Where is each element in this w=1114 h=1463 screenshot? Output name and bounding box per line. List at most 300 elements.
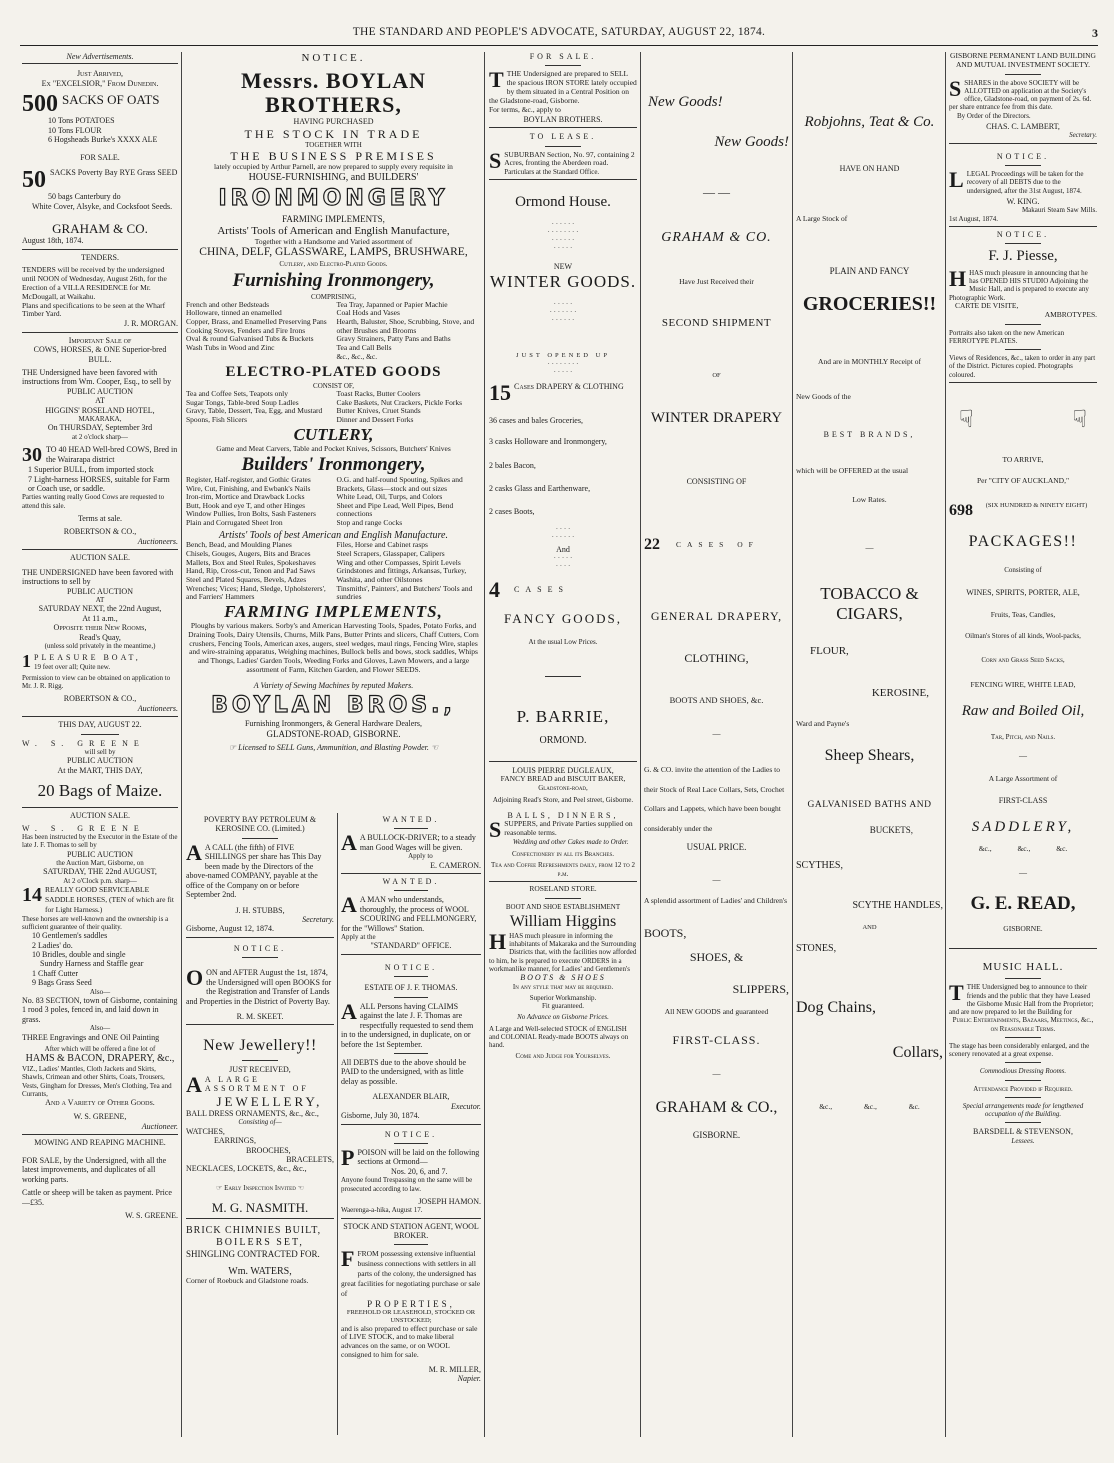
text: THE BUSINESS PREMISES <box>230 149 437 164</box>
signature: ROBERTSON & CO., <box>63 527 137 537</box>
headline: GRAHAM & CO., <box>655 1098 778 1116</box>
text: A Large Assortment of <box>988 773 1058 783</box>
headline: GROCERIES!! <box>802 292 937 315</box>
text: August 18th, 1874. <box>22 236 84 246</box>
text: EARRINGS, <box>214 1136 257 1146</box>
list: Tea Tray, Japanned or Papier Machie Coal Hods and Vases Hearth, Baluster, Shoe, Scrubbing, Stove, and other Brushes and Brooms Gravy Strainers, Patty Pans and Baths Tea and Call Bells &c., &c., &c. <box>336 299 475 361</box>
headline: F. J. Piesse, <box>988 248 1058 265</box>
signature: ALEXANDER BLAIR, <box>372 1092 450 1102</box>
text: PROPERTIES, <box>367 1298 455 1309</box>
headline: Collars, <box>892 1043 943 1061</box>
number: 500 <box>22 92 58 117</box>
text: BALLS, DINNERS, <box>507 810 619 820</box>
text: Permission to view can be obtained on application to Mr. J. R. Rigg. <box>22 673 171 691</box>
text: LEGAL Proceedings will be taken for the recovery of all DEBTS due to the undersigned, after the 31st August, 1874. <box>966 170 1084 195</box>
text: Just Arrived, <box>76 69 124 79</box>
headline: William Higgins <box>509 912 617 930</box>
heading: MUSIC HALL. <box>982 961 1064 974</box>
text: SACKS Poverty Bay RYE Grass SEED <box>50 168 178 178</box>
text: TO ARRIVE, <box>1002 455 1044 465</box>
text: GISBORNE. <box>1003 924 1043 934</box>
text: Auctioneers. <box>137 536 178 546</box>
text: FANCY BREAD and BISCUIT BAKER, <box>500 774 626 784</box>
text: G. & CO. invite the attention of the Ladies to their Stock of Real Lace Collars, Sets, Crochet Collars and Lappets, which have been bought considerably under the <box>644 765 785 833</box>
text: SACKS OF OATS <box>62 92 160 108</box>
list: Files, Horse and Cabinet rasps Steel Scrapers, Glasspaper, Calipers Wing and other Compasses, Spirit Levels Grindstones and fittings, Arkansas, Turkey, Washita, and other Oilstones Tinsmiths', Painters', and Butchers' Tools and sundries <box>336 540 473 602</box>
number: 698 <box>949 501 973 519</box>
heading: FOR SALE. <box>80 152 120 162</box>
text: THREE Engravings and ONE Oil Painting <box>22 1032 160 1042</box>
text: Has been instructed by the Executor in the Estate of the late J. F. Thomas to sell by <box>22 833 178 850</box>
heading: AUCTION SALE. <box>70 553 130 563</box>
text: ROSELAND STORE. <box>529 883 597 893</box>
text: LOUIS PIERRE DUGLEAUX, <box>512 765 614 775</box>
text: Licensed to SELL Guns, Ammunition, and Blasting Powder. <box>238 743 429 753</box>
text: 36 cases and bales Groceries, <box>489 415 583 425</box>
text: AT <box>95 595 105 604</box>
heading: THIS DAY, AUGUST 22. <box>58 720 142 730</box>
heading: MOWING AND REAPING MACHINE. <box>34 1138 166 1148</box>
column-2a: POVERTY BAY PETROLEUM & KEROSINE CO. (Limited.) A A CALL (the fifth) of FIVE SHILLINGS per share has This Day been made by the Directors of the above-named COMPANY, payable at the office of the Company on or before September 2nd. J. H. STUBBS, Secretary. Gisborne, August 12, 1874. NOTICE. OON and AFTER August the 1st, 1874, the Undersigned will open BOOKS for the Registration and Transfer of Lands and Properties in the District of Poverty Bay. R. M. SKEET. New Jewellery!! JUST RECEIVED, A A LARGE ASSORTMENT OF JEWELLERY, BALL DRESS ORNAMENTS, &c., &c., Consisting of— WATCHES, EARRINGS, BROOCHES, BRACELETS, NECKLACES, LOCKETS, &c., &c., ☞ Early Inspection Invited ☜ M. G. NASMITH. BRICK CHIMNIES BUILT, BOILERS SET, SHINGLING CONTRACTED FOR. Wm. WATERS, Corner of Roebuck and Gladstone roads. <box>186 815 334 1286</box>
text: SUBURBAN Section, No. 97, containing 2 Acres, fronting the Aberdeen road. <box>504 149 635 168</box>
text: Come and Judge for Yourselves. <box>515 1052 611 1061</box>
text: Particulars at the Standard Office. <box>504 168 600 177</box>
text: Per "CITY OF AUCKLAND," <box>976 475 1070 485</box>
text: COMPRISING, <box>311 292 356 301</box>
text: A Variety of Sewing Machines by reputed Makers. <box>253 680 414 690</box>
text: Low Rates. <box>852 495 887 505</box>
text: W. S. GREENE <box>22 823 145 833</box>
column-rule <box>337 813 338 1435</box>
text: All NEW GOODS and guaranteed <box>664 1007 769 1017</box>
text: 1st August, 1874. <box>949 214 999 223</box>
text: (unless sold privately in the meantime,) <box>44 641 156 650</box>
text: A LARGE ASSORTMENT OF <box>204 1074 309 1094</box>
text: Secretary. <box>302 914 334 924</box>
text: Game and Meat Carvers, Table and Pocket Knives, Scissors, Butchers' Knives <box>216 443 451 453</box>
text: Sundry Harness and Staffle gear <box>40 959 144 969</box>
text: the Auction Mart, Gisborne, on <box>56 859 144 868</box>
text: SHOES, & <box>689 950 744 965</box>
text: CONSISTING OF <box>686 477 747 487</box>
number: 50 <box>22 168 46 193</box>
text: Special arrangements made for lengthened occupation of the Building. <box>962 1101 1084 1119</box>
text: Attendance Provided if Required. <box>973 1084 1073 1093</box>
text: SATURDAY, THE 22nd AUGUST, <box>43 867 157 877</box>
text: JUST OPENED UP <box>516 351 610 359</box>
text: The stage has been considerably enlarged, and the scenery renovated at a great expense. <box>949 1041 1090 1059</box>
signature: W. KING. <box>1006 196 1040 206</box>
text: BALL DRESS ORNAMENTS, &c., &c., <box>186 1108 319 1118</box>
headline: P. BARRIE, <box>516 707 610 727</box>
text: Parties wanting really Good Cows are requested to attend this sale. <box>22 493 165 510</box>
text: By Order of the Directors. <box>957 111 1031 120</box>
headline: IRONMONGERY <box>218 185 449 211</box>
headline: New Jewellery!! <box>203 1037 317 1055</box>
text: SHARES in the above SOCIETY will be ALLOTTED on application at the Society's office, Gladstone-road, on payment of 2s. 6d. per share entrance fee from this date. <box>949 78 1092 112</box>
signature: W. S. GREENE, <box>73 1112 127 1122</box>
text: Important Sale of <box>68 335 132 345</box>
text: Nos. 20, 6, and 7. <box>391 1166 448 1176</box>
text: SECOND SHIPMENT <box>661 316 772 329</box>
text: PUBLIC AUCTION <box>66 756 133 766</box>
text: After which will be offered a fine lot of <box>44 1044 156 1053</box>
text: which will be OFFERED at the usual <box>796 466 909 476</box>
heading: WANTED. <box>382 815 440 824</box>
text: W. S. GREENE <box>22 738 145 748</box>
text: A Large and Well-selected STOCK of ENGLISH and COLONIAL Ready-made BOOTS always on hand. <box>489 1024 629 1050</box>
text: At the MART, THIS DAY, <box>57 765 143 775</box>
text: 50 bags Canterbury do <box>48 192 121 202</box>
text: A MAN who understands, thoroughly, the process of WOOL SCOURING and FELLMONGERY, for the "Willows" Station. <box>341 895 477 933</box>
text: &c., &c., &c. <box>978 843 1068 853</box>
headline: Sheep Shears, <box>824 747 915 765</box>
number: 14 <box>22 885 42 907</box>
text: SHINGLING CONTRACTED FOR. <box>186 1249 320 1259</box>
text: TENDERS will be received by the undersigned until NOON of Wednesday, August 26th, for the Erection of a VILLA RESIDENCE for Mr. McDougall, at Waikahu. <box>22 265 167 301</box>
signature: CHAS. C. LAMBERT, <box>986 121 1060 131</box>
number: 4 <box>489 578 500 601</box>
text: Opposite their New Rooms, <box>53 623 147 633</box>
text: 10 Gentlemen's saddles <box>32 931 108 941</box>
text: Secretary. <box>1069 131 1097 140</box>
signature: W. S. GREENE. <box>125 1210 178 1220</box>
early-line: ☞ Early Inspection Invited ☜ <box>216 1183 304 1192</box>
masthead-title: THE STANDARD AND PEOPLE'S ADVOCATE, SATURDAY, AUGUST 22, 1874. <box>352 26 766 38</box>
text: SATURDAY NEXT, the 22nd August, <box>38 604 162 614</box>
text: Fruits, Teas, Candles, <box>990 610 1056 620</box>
text: Plans and specifications to be seen at the Wharf Timber Yard. <box>22 300 166 319</box>
column-1: New Advertisements. Just Arrived, Ex "EXCELSIOR," From Dunedin. 500 SACKS OF OATS 10 Tons POTATOES 10 Tons FLOUR 6 Hogsheads Burke's XXXX ALE FOR SALE. 50 SACKS Poverty Bay RYE Grass SEED 50 bags Canterbury do White Cover, Alsyke, and Cocksfoot Seeds. GRAHAM & CO. August 18th, 1874. TENDERS. TENDERS will be received by the undersigned until NOON of Wednesday, August 26th, for the Erection of a VILLA RESIDENCE for Mr. McDougall, at Waikahu. Plans and specifications to be seen at the Wharf Timber Yard. J. R. MORGAN. Important Sale of COWS, HORSES, & ONE Superior-bred BULL. THE Undersigned have been favored with instructions from Wm. Cooper, Esq., to sell by PUBLIC AUCTION AT HIGGINS' ROSELAND HOTEL, MAKARAKA, On THURSDAY, September 3rd at 2 o'clock sharp— 30 TO 40 HEAD Well-bred COWS, Bred in the Wairarapa district 1 Superior BULL, from imported stock 7 Light-harness HORSES, suitable for Farm or Coach use, or saddle. Parties wanting really Good Cows are requested to attend this sale. Terms at sale. ROBERTSON & CO., Auctioneers. AUCTION SALE. THE UNDERSIGNED have been favored with instructions to sell by PUBLIC AUCTION AT SATURDAY NEXT, the 22nd August, At 11 a.m., Opposite their New Rooms, Read's Quay, (unless sold privately in the meantime,) 1 PLEASURE BOAT, 19 feet over all; Quite new. Permission to view can be obtained on application to Mr. J. R. Rigg. ROBERTSON & CO., Auctioneers. THIS DAY, AUGUST 22. W. S. GREENE will sell by PUBLIC AUCTION At the MART, THIS DAY, 20 Bags of Maize. AUCTION SALE. W. S. GREENE Has been instructed by the Executor in the Estate of the late J. F. Thomas to sell by PUBLIC AUCTION the Auction Mart, Gisborne, on SATURDAY, THE 22nd AUGUST, At 2 o'Clock p.m. sharp— 14 REALLY GOOD SERVICEABLE SADDLE HORSES, (TEN of which are fit for Light Harness.) These horses are well-known and the ownership is a sufficient guarantee of their quality. 10 Gentlemen's saddles 2 Ladies' do. 10 Bridles, double and single Sundry Harness and Staffle gear 1 Chaff Cutter 9 Bags Grass Seed Also— No. 83 SECTION, town of Gisborne, containing 1 rood 3 poles, fenced in, and laid down in grass. Also— THREE Engravings and ONE Oil Painting After which will be offered a fine lot of HAMS & BACON, DRAPERY, &c., VIZ., Ladies' Mantles, Cloth Jackets and Skirts, Shawls, Crimean and other Shirts, Coats, Trousers, Vests, Gingham for Dresses, Men's Clothing, Tea and Currants, And a Variety of Other Goods. W. S. GREENE, Auctioneer. MOWING AND REAPING MACHINE. FOR SALE, by the Undersigned, with all the latest improvements, and duplicates of all working parts. Cattle or sheep will be taken as payment. Price—£35. W. S. GREENE. <box>22 52 178 1220</box>
signature: E. CAMERON. <box>430 860 481 870</box>
text: USUAL PRICE. <box>686 842 747 853</box>
text: THE Undersigned are prepared to SELL the spacious IRON STORE lately occupied by them situated in a Central Position on the Gladstone-road, Gisborne. <box>489 69 637 105</box>
text: Oilman's Stores of all kinds, Wool-packs, <box>965 632 1081 641</box>
signature: JOSEPH HAMON. <box>418 1196 481 1206</box>
text: NECKLACES, LOCKETS, &c., &c., <box>186 1164 307 1174</box>
text: Cases DRAPERY & CLOTHING <box>514 381 624 391</box>
heading: NOTICE. <box>301 52 366 64</box>
text: THE Undersigned have been favored with instructions from Wm. Cooper, Esq., to sell by <box>22 367 172 387</box>
text: Consisting of <box>1004 565 1042 574</box>
text: STONES, <box>796 943 837 955</box>
text: CASES OF <box>676 539 759 549</box>
headline: Robjohns, Teat & Co. <box>804 114 935 130</box>
text: 2 bales Bacon, <box>489 460 536 470</box>
signature: J. R. MORGAN. <box>123 319 178 329</box>
text: JUST RECEIVED, <box>229 1065 291 1075</box>
text: HAS much pleasure in informing the inhabitants of Makaraka and the Surrounding Districts that, with the facilities now afforded to him, he is prepared to execute ORDERS in a workmanlike manner, for Ladies' and Gentlemen's <box>489 931 637 973</box>
signature: J. H. STUBBS, <box>235 905 285 915</box>
masthead <box>20 26 1098 46</box>
column-5: New Goods! New Goods! — — GRAHAM & CO. Have Just Received their SECOND SHIPMENT OF WINTER DRAPERY CONSISTING OF 22 CASES OF GENERAL DRAPERY, CLOTHING, BOOTS AND SHOES, &c. — G. & CO. invite the attention of the Ladies to their Stock of Real Lace Collars, Sets, Crochet Collars and Lappets, which have been bought considerably under the USUAL PRICE. — A splendid assortment of Ladies' and Children's BOOTS, SHOES, & SLIPPERS, All NEW GOODS and guaranteed FIRST-CLASS. — GRAHAM & CO., GISBORNE. <box>644 94 789 1140</box>
text: AT <box>95 396 105 406</box>
text: 2 casks Glass and Earthenware, <box>489 484 591 494</box>
headline: Dog Chains, <box>796 999 876 1017</box>
text: VIZ., Ladies' Mantles, Cloth Jackets and Skirts, Shawls, Crimean and other Shirts, Coats, Trousers, Vests, Gingham for Dresses, Men's Clothing, Tea and Currants, <box>22 1065 172 1098</box>
heading: GISBORNE PERMANENT LAND BUILDING AND MUTUAL INVESTMENT SOCIETY. <box>950 52 1096 69</box>
number: 22 <box>644 536 660 553</box>
text: BOOT AND SHOE ESTABLISHMENT <box>505 902 621 911</box>
headline: WINTER GOODS. <box>489 271 637 291</box>
text: Auctioneers. <box>137 703 178 713</box>
text: FOR SALE, by the Undersigned, with all the latest improvements, and duplicates of all working parts. <box>22 1155 167 1184</box>
text: lately occupied by Arthur Parnell, are now prepared to supply every requisite in <box>214 162 453 172</box>
signature: BOYLAN BROTHERS. <box>523 114 603 124</box>
list: O.G. and half-round Spouting, Spikes and Brackets, Glass—stock and out sizes White Lead, Oil, Turps, and Colors Sheet and Pipe Lead, Well Pipes, Bend connections Stop and range Cocks <box>336 474 463 528</box>
text: White Cover, Alsyke, and Cocksfoot Seeds. <box>32 201 173 211</box>
text: PUBLIC AUCTION <box>66 386 133 396</box>
text: At 2 o'Clock p.m. sharp— <box>63 876 137 885</box>
pointing-hand-icon: ☟ <box>959 406 974 433</box>
text: Artists' Tools of American and English Manufacture, <box>217 224 450 237</box>
text: 3 casks Holloware and Ironmongery, <box>489 437 607 447</box>
number: 30 <box>22 445 42 466</box>
text: 19 feet over all; Quite new. <box>34 662 111 671</box>
text: Apply at the <box>341 933 376 942</box>
list: French and other Bedsteads Holloware, tinned an enamelled Copper, Brass, and Enamelled Preserving Pans Cooking Stoves, Fenders and Fire Irons Oval & round Galvanised Tubs & Buckets Wash Tubs in Wood and Zinc <box>186 299 327 352</box>
text: Apply to <box>408 852 433 861</box>
text: 10 Tons POTATOES <box>48 116 115 126</box>
signature: Wm. WATERS, <box>228 1265 292 1277</box>
heading: WANTED. <box>382 877 440 886</box>
text: TO 40 HEAD Well-bred COWS, Bred in the Wairarapa district <box>46 445 178 464</box>
text: Have Just Received their <box>679 277 754 287</box>
text: THE STOCK IN TRADE <box>244 126 423 141</box>
heading: NOTICE. <box>996 229 1050 239</box>
text: 10 Tons FLOUR <box>48 125 102 135</box>
signature: M. R. MILLER, <box>428 1364 481 1374</box>
text: Gisborne, July 30, 1874. <box>341 1111 420 1121</box>
text: Furnishing Ironmongers, & General Hardware Dealers, <box>244 719 423 729</box>
headline: WINTER DRAPERY <box>650 409 783 426</box>
text: CASES <box>514 584 569 594</box>
text: Auctioneer. <box>141 1121 178 1131</box>
text: No. 83 SECTION, town of Gisborne, containing 1 rood 3 poles, fenced in, and laid down in grass. <box>22 995 178 1024</box>
headline: BOYLAN BROS., <box>211 693 456 719</box>
list: Register, Half-register, and Gothic Grates Wire, Cut, Finishing, and Ewbank's Nails Iron-rim, Mortice and Drawback Locks Butt, Hook and eye T, and other Hinges Window Pullies, Iron Bolts, Sash Fasteners Plain and Corrugated Sheet Iron <box>186 474 316 528</box>
text: These horses are well-known and the ownership is a sufficient guarantee of their quality. <box>22 914 169 931</box>
list: Bench, Bead, and Moulding Planes Chisels, Gouges, Augers, Bits and Braces Mallets, Box and Steel Rules, Spokeshaves Hand, Rip, Cross-cut, Tenon and Pad Saws Steel and Plated Squares, Bevels, Adzes Wrenches; Vices; Hand, Sledge, Upholsterers', and Farriers' Hammers <box>186 540 326 602</box>
licensed-line: ☞ Licensed to SELL Guns, Ammunition, and Blasting Powder. ☜ <box>228 743 439 753</box>
text: Also— <box>89 1024 111 1033</box>
headline: TOBACCO & CIGARS, <box>820 584 919 624</box>
text: At 11 a.m., <box>82 613 118 623</box>
text: &c., &c., &c. <box>819 1101 920 1111</box>
text: THE UNDERSIGNED have been favored with instructions to sell by <box>22 567 174 587</box>
text: SUPPERS, and Private Parties supplied on reasonable terms. <box>504 819 633 838</box>
pointing-hands <box>949 386 1097 434</box>
column-3: WANTED. A A BULLOCK-DRIVER; to a steady man Good Wages will be given. Apply to E. CAMERON. WANTED. A A MAN who understands, thoroughly, the process of WOOL SCOURING and FELLMONGERY, for the "Willows" Station. Apply at the "STANDARD" OFFICE. NOTICE. ESTATE OF J. F. THOMAS. AALL Persons having CLAIMS against the late J. F. Thomas are respectfully requested to send them in to the undersigned, in duplicate, on or before the 1st September. All DEBTS due to the above should be PAID to the undersigned, with as little delay as possible. ALEXANDER BLAIR, Executor. Gisborne, July 30, 1874. NOTICE. PPOISON will be laid on the following sections at Ormond— Nos. 20, 6, and 7. Anyone found Trespassing on the same will be prosecuted according to law. JOSEPH HAMON. Waerenga-a-hika, August 17. STOCK AND STATION AGENT, WOOL BROKER. FFROM possessing extensive influential business connections with settlers in all parts of the colony, the undersigned has great facilities for negotiating purchase or sale of PROPERTIES, FREEHOLD OR LEASEHOLD, STOCKED OR UNSTOCKED; and is also prepared to effect purchase or sale of LIVE STOCK, and to make liberal advances on the same, or on WOOL consigned to him for sale. M. R. MILLER, Napier. <box>341 815 481 1384</box>
text: REALLY GOOD SERVICEABLE SADDLE HORSES, (TEN of which are fit for Light Harness.) <box>45 885 174 914</box>
headline: Messrs. BOYLAN BROTHERS, <box>240 67 427 118</box>
text: Gisborne, August 12, 1874. <box>186 924 274 934</box>
text: 1 Superior BULL, from imported stock <box>28 465 154 475</box>
heading: NOTICE. <box>384 962 438 972</box>
text: BRACELETS, <box>286 1154 334 1164</box>
text: THE Undersigned beg to announce to their friends and the public that they have Leased the Gisborne Music Hall from the Proprietor; and are now prepared to let the Building for <box>949 983 1094 1017</box>
column-rule <box>792 52 793 1437</box>
headline: ELECTRO-PLATED GOODS <box>225 364 442 381</box>
text: And <box>556 545 570 554</box>
text: A Large Stock of <box>796 214 848 224</box>
text: A splendid assortment of Ladies' and Children's <box>644 896 788 906</box>
text: A BULLOCK-DRIVER; to a steady man Good Wages will be given. <box>359 833 476 852</box>
headline: New Goods! <box>648 94 723 110</box>
text: POISON will be laid on the following sections at Ormond— <box>357 1148 480 1167</box>
heading: FOR SALE. <box>529 52 597 61</box>
heading: TO LEASE. <box>529 132 597 142</box>
text: Lessees. <box>1011 1136 1035 1145</box>
text: Cutlery, and Electro-Plated Goods. <box>279 259 388 268</box>
text: Read's Quay, <box>79 632 121 642</box>
text: HAVING PURCHASED <box>293 117 374 127</box>
text: Confectionery in all its Branches. <box>512 850 614 859</box>
heading: NOTICE. <box>384 1129 438 1139</box>
text: GLADSTONE-ROAD, GISBORNE. <box>266 728 401 739</box>
heading: TENDERS. <box>81 252 119 262</box>
column-6: Robjohns, Teat & Co. HAVE ON HAND A Large Stock of PLAIN AND FANCY GROCERIES!! And are in MONTHLY Receipt of New Goods of the BEST BRANDS, which will be OFFERED at the usual Low Rates. — TOBACCO & CIGARS, FLOUR, KEROSINE, Ward and Payne's Sheep Shears, GALVANISED BATHS AND BUCKETS, SCYTHES, SCYTHE HANDLES, AND STONES, Dog Chains, Collars, &c., &c., &c. <box>796 114 943 1111</box>
text: and is also prepared to effect purchase or sale of LIVE STOCK, and to make liberal advances on the same, or on WOOL consigned to him for sale. <box>341 1323 478 1360</box>
new-ads-heading: New Advertisements. <box>22 52 178 64</box>
text: AMBROTYPES. <box>1044 309 1097 319</box>
text: Also— <box>89 987 111 996</box>
heading: AUCTION SALE. <box>70 811 130 821</box>
text: JEWELLERY, <box>216 1093 323 1109</box>
text: ORMOND. <box>539 735 587 747</box>
column-rule <box>945 52 946 1437</box>
headline: SADDLERY, <box>971 819 1075 836</box>
text: ALL Persons having CLAIMS against the late J. F. Thomas are respectfully requested to send them in to the undersigned, in duplicate, on or before the 1st September. <box>341 1001 474 1049</box>
text: Together with a Handsome and Varied assortment of <box>254 236 413 246</box>
text: Terms at sale. <box>77 513 123 523</box>
headline: Ormond House. <box>515 194 611 211</box>
text: 2 cases Boots, <box>489 507 535 517</box>
text: SLIPPERS, <box>732 982 789 997</box>
text: 9 Bags Grass Seed <box>32 978 92 988</box>
text: CARTE DE VISITE, <box>955 300 1019 310</box>
text: Portraits also taken on the new American FERROTYPE PLATES. <box>949 328 1065 345</box>
text: Artists' Tools of best American and English Manufacture. <box>219 529 448 541</box>
text: Commodious Dressing Rooms. <box>979 1067 1067 1076</box>
heading: STOCK AND STATION AGENT, WOOL BROKER. <box>343 1221 479 1240</box>
text: ON and AFTER August the 1st, 1874, the Undersigned will open BOOKS for the Registration and Transfer of Lands and Properties in the District of Poverty Bay. <box>186 968 332 1006</box>
text: At the usual Low Prices. <box>528 637 598 646</box>
text: CONSIST OF, <box>313 381 354 390</box>
text: HIGGINS' ROSELAND HOTEL, <box>45 405 155 415</box>
headline: 20 Bags of Maize. <box>37 781 163 801</box>
text: FANCY GOODS, <box>504 610 622 626</box>
signature: R. M. SKEET. <box>236 1012 284 1021</box>
column-rule <box>181 52 182 1437</box>
headline: Builders' Ironmongery, <box>241 453 426 475</box>
text: HAMS & BACON, DRAPERY, &c., <box>25 1053 175 1065</box>
text: HAS much pleasure in announcing that he has OPENED HIS STUDIO Adjoining the Music Hall, and is prepared to execute any Photographic Work. <box>949 268 1089 302</box>
text: No Advance on Gisborne Prices. <box>517 1013 609 1022</box>
text: Corn and Grass Seed Sacks, <box>981 656 1065 665</box>
text: A CALL (the fifth) of FIVE SHILLINGS per share has This Day been made by the Directors of the above-named COMPANY, payable at the office of the Company on or before September 2nd. <box>186 842 322 900</box>
text: On THURSDAY, September 3rd <box>47 423 153 433</box>
text: 10 Bridles, double and single <box>32 949 126 959</box>
text: 7 Light-harness HORSES, suitable for Farm or Coach use, or saddle. <box>28 474 170 493</box>
text: WINES, SPIRITS, PORTER, ALE, <box>966 587 1080 597</box>
text: Ex "EXCELSIOR," From Dunedin. <box>41 78 159 88</box>
text: CLOTHING, <box>684 650 749 665</box>
text: Consisting of— <box>238 1118 282 1127</box>
text: Adjoining Read's Store, and Peel street, Gisborne. <box>492 796 634 805</box>
headline: GRAHAM & CO. <box>661 229 772 245</box>
text: BEST BRANDS, <box>823 429 916 439</box>
text: GALVANISED BATHS AND <box>807 800 932 811</box>
text: FENCING WIRE, WHITE LEAD, <box>970 679 1076 689</box>
column-rule <box>484 52 485 1437</box>
text: For terms, &c., apply to <box>489 104 561 114</box>
column-4: FOR SALE. TTHE Undersigned are prepared to SELL the spacious IRON STORE lately occupied by them situated in a Central Position on the Gladstone-road, Gisborne. For terms, &c., apply to BOYLAN BROTHERS. TO LEASE. SSUBURBAN Section, No. 97, containing 2 Acres, fronting the Aberdeen road. Particulars at the Standard Office. Ormond House. · · · · · · · · · · · · · · · · · · · · · · · · · NEW WINTER GOODS. · · · · · · · · · · · · · · · · · · JUST OPENED UP · · · · · · · · · · · · · 15 Cases DRAPERY & CLOTHING 36 cases and bales Groceries, 3 casks Holloware and Ironmongery, 2 bales Bacon, 2 casks Glass and Earthenware, 2 cases Boots, · · · · · · · · · · And · · · · · · · · · 4 CASES FANCY GOODS, At the usual Low Prices. P. BARRIE, ORMOND. LOUIS PIERRE DUGLEAUX, FANCY BREAD and BISCUIT BAKER, Gladstone-road, Adjoining Read's Store, and Peel street, Gisborne. BALLS, DINNERS, SSUPPERS, and Private Parties supplied on reasonable terms. Wedding and other Cakes made to Order. Confectionery in all its Branches. Tea and Coffee Refreshments daily, from 12 to 2 p.m. ROSELAND STORE. BOOT AND SHOE ESTABLISHMENT William Higgins HHAS much pleasure in informing the inhabitants of Makaraka and the Surrounding Districts that, with the facilities now afforded to him, he is prepared to execute ORDERS in a workmanlike manner, for Ladies' and Gentlemen's BOOTS & SHOES In any style that may be required. Superior Workmanship. Fit guaranteed. No Advance on Gisborne Prices. A Large and Well-selected STOCK of ENGLISH and COLONIAL Ready-made BOOTS always on hand. Come and Judge for Yourselves. <box>489 52 637 1061</box>
text: Gladstone-road, <box>538 784 588 793</box>
text: Views of Residences, &c., taken to order in any part of the District. Pictures copied. Photographs coloured. <box>949 354 1096 379</box>
headline: CUTLERY, <box>293 424 374 444</box>
headline: G. E. READ, <box>970 893 1076 915</box>
text: Fit guaranteed. <box>542 1002 584 1011</box>
text: Makauri Steam Saw Mills. <box>1021 206 1097 215</box>
text: BOOTS & SHOES <box>520 973 606 983</box>
text: MAKARAKA, <box>78 415 122 424</box>
text: 6 Hogsheads Burke's XXXX ALE <box>48 135 158 145</box>
text: PUBLIC AUCTION <box>66 586 133 596</box>
text: Corner of Roebuck and Gladstone roads. <box>186 1276 309 1286</box>
signature: BARSDELL & STEVENSON, <box>973 1127 1073 1137</box>
list: Toast Racks, Butter Coolers Cake Baskets, Nut Crackers, Pickle Forks Butter Knives, Cruet Stands Dinner and Dessert Forks <box>336 389 463 425</box>
headline: PACKAGES!! <box>968 532 1078 550</box>
text: GENERAL DRAPERY, <box>650 608 783 623</box>
text: NEW <box>553 262 573 272</box>
text: BOOTS AND SHOES, &c. <box>669 694 764 705</box>
text: Tar, Pitch, and Nails. <box>990 733 1056 742</box>
column-rule <box>640 52 641 1437</box>
text: All DEBTS due to the above should be PAID to the undersigned, with as little delay as possible. <box>341 1057 467 1086</box>
headline: New Goods! <box>714 133 789 150</box>
text: Cattle or sheep will be taken as payment. Price—£35. <box>22 1188 172 1207</box>
text: PLAIN AND FANCY <box>829 265 910 276</box>
text: Early Inspection Invited <box>224 1183 296 1192</box>
text: Ward and Payne's <box>796 719 850 729</box>
pointing-hand-icon: ☟ <box>1072 406 1087 433</box>
text: "STANDARD" OFFICE. <box>370 941 452 951</box>
text: Ploughs by various makers. Sorby's and American Harvesting Tools, Spades, Potato Forks, and Draining Tools, Dairy Utensils, Churns, Milk Pans, Butter Prints and slicers, Chaff Cutters, Corn crushers, Fencing Tools, American axes, augers, steel wedges, maul rings, Fencing Wire, staples and wire-straining apparatus, Weighing machines, Bullock bells and bows, stock saddles, Whips and Thongs, Ladies' Garden Tools, Weeding Forks and Gloves, Lawn Mowers, and a large assortment of Farm, Kitchen Garden, and Flower SEEDS. <box>188 620 479 675</box>
text: FROM possessing extensive influential business connections with settlers in all parts of the colony, the undersigned has great facilities for negotiating purchase or sale of <box>341 1249 481 1298</box>
text: BOILERS SET, <box>216 1237 304 1249</box>
text: In any style that may be required. <box>512 982 614 991</box>
text: HAVE ON HAND <box>839 163 900 173</box>
text: (SIX HUNDRED & NINETY EIGHT) <box>985 501 1088 509</box>
text: OF <box>712 371 721 379</box>
text: CHINA, DELF, GLASSWARE, LAMPS, BRUSHWARE, <box>199 246 468 259</box>
text: ESTATE OF J. F. THOMAS. <box>364 983 458 993</box>
text: SCYTHE HANDLES, <box>852 899 943 911</box>
text: Public Entertainments, Bazaars, Meetings, &c., on Reasonable Terms. <box>952 1016 1094 1033</box>
text: BUCKETS, <box>869 825 913 836</box>
text: New Goods of the <box>796 392 851 402</box>
text: FREEHOLD OR LEASEHOLD, STOCKED OR UNSTOCKED; <box>346 1309 476 1324</box>
text: And are in MONTHLY Receipt of <box>818 357 921 367</box>
heading: NOTICE. <box>233 943 287 953</box>
text: Superior Workmanship. <box>529 993 597 1002</box>
signature: ROBERTSON & CO., <box>63 694 137 704</box>
text: FIRST-CLASS. <box>672 1033 761 1048</box>
text: BRICK CHIMNIES BUILT, <box>186 1225 322 1237</box>
signature: M. G. NASMITH. <box>211 1200 309 1216</box>
heading: POVERTY BAY PETROLEUM & KEROSINE CO. (Limited.) <box>203 815 317 834</box>
